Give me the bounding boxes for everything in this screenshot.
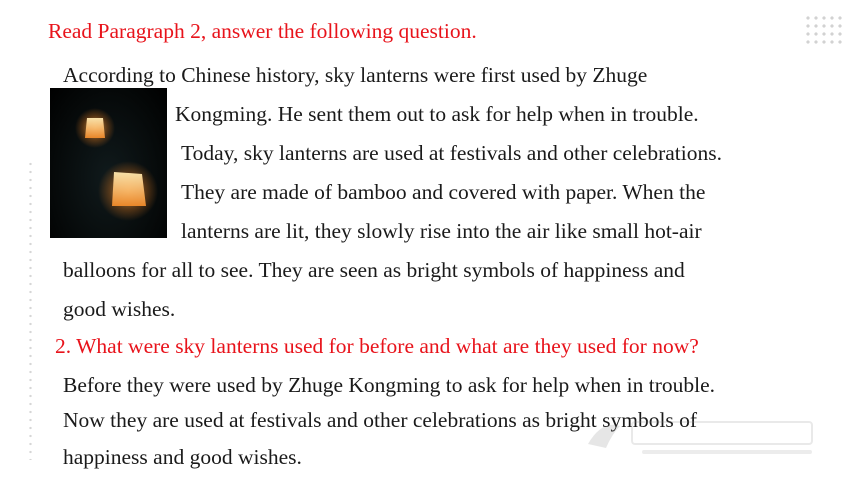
question-heading: 2. What were sky lanterns used for before and what are they used for now? xyxy=(55,334,699,358)
dot-grid-decoration xyxy=(804,14,844,46)
lantern-illustration xyxy=(50,88,167,238)
lantern-large xyxy=(112,172,146,206)
paragraph-line-6: balloons for all to see. They are seen as bright symbols of happiness and xyxy=(63,258,685,282)
paragraph-line-7: good wishes. xyxy=(63,297,176,321)
answer-line-1: Before they were used by Zhuge Kongming to ask for help when in trouble. xyxy=(63,373,716,397)
sky-lanterns-photo xyxy=(50,88,167,238)
paragraph-line-2: Kongming. He sent them out to ask for help when in trouble. xyxy=(175,102,699,126)
answer-line-2: Now they are used at festivals and other celebrations as bright symbols of xyxy=(63,408,698,432)
paragraph-line-1: According to Chinese history, sky lanterns were first used by Zhuge xyxy=(63,63,648,87)
dotted-line-decoration xyxy=(29,160,32,460)
instruction-heading: Read Paragraph 2, answer the following question. xyxy=(48,19,477,43)
site-logo-watermark xyxy=(582,414,832,460)
paragraph-line-5: lanterns are lit, they slowly rise into the air like small hot-air xyxy=(181,219,702,243)
paragraph-line-3: Today, sky lanterns are used at festivals and other celebrations. xyxy=(181,141,722,165)
answer-line-3: happiness and good wishes. xyxy=(63,445,302,469)
lantern-small xyxy=(85,118,105,138)
paragraph-line-4: They are made of bamboo and covered with paper. When the xyxy=(181,180,706,204)
